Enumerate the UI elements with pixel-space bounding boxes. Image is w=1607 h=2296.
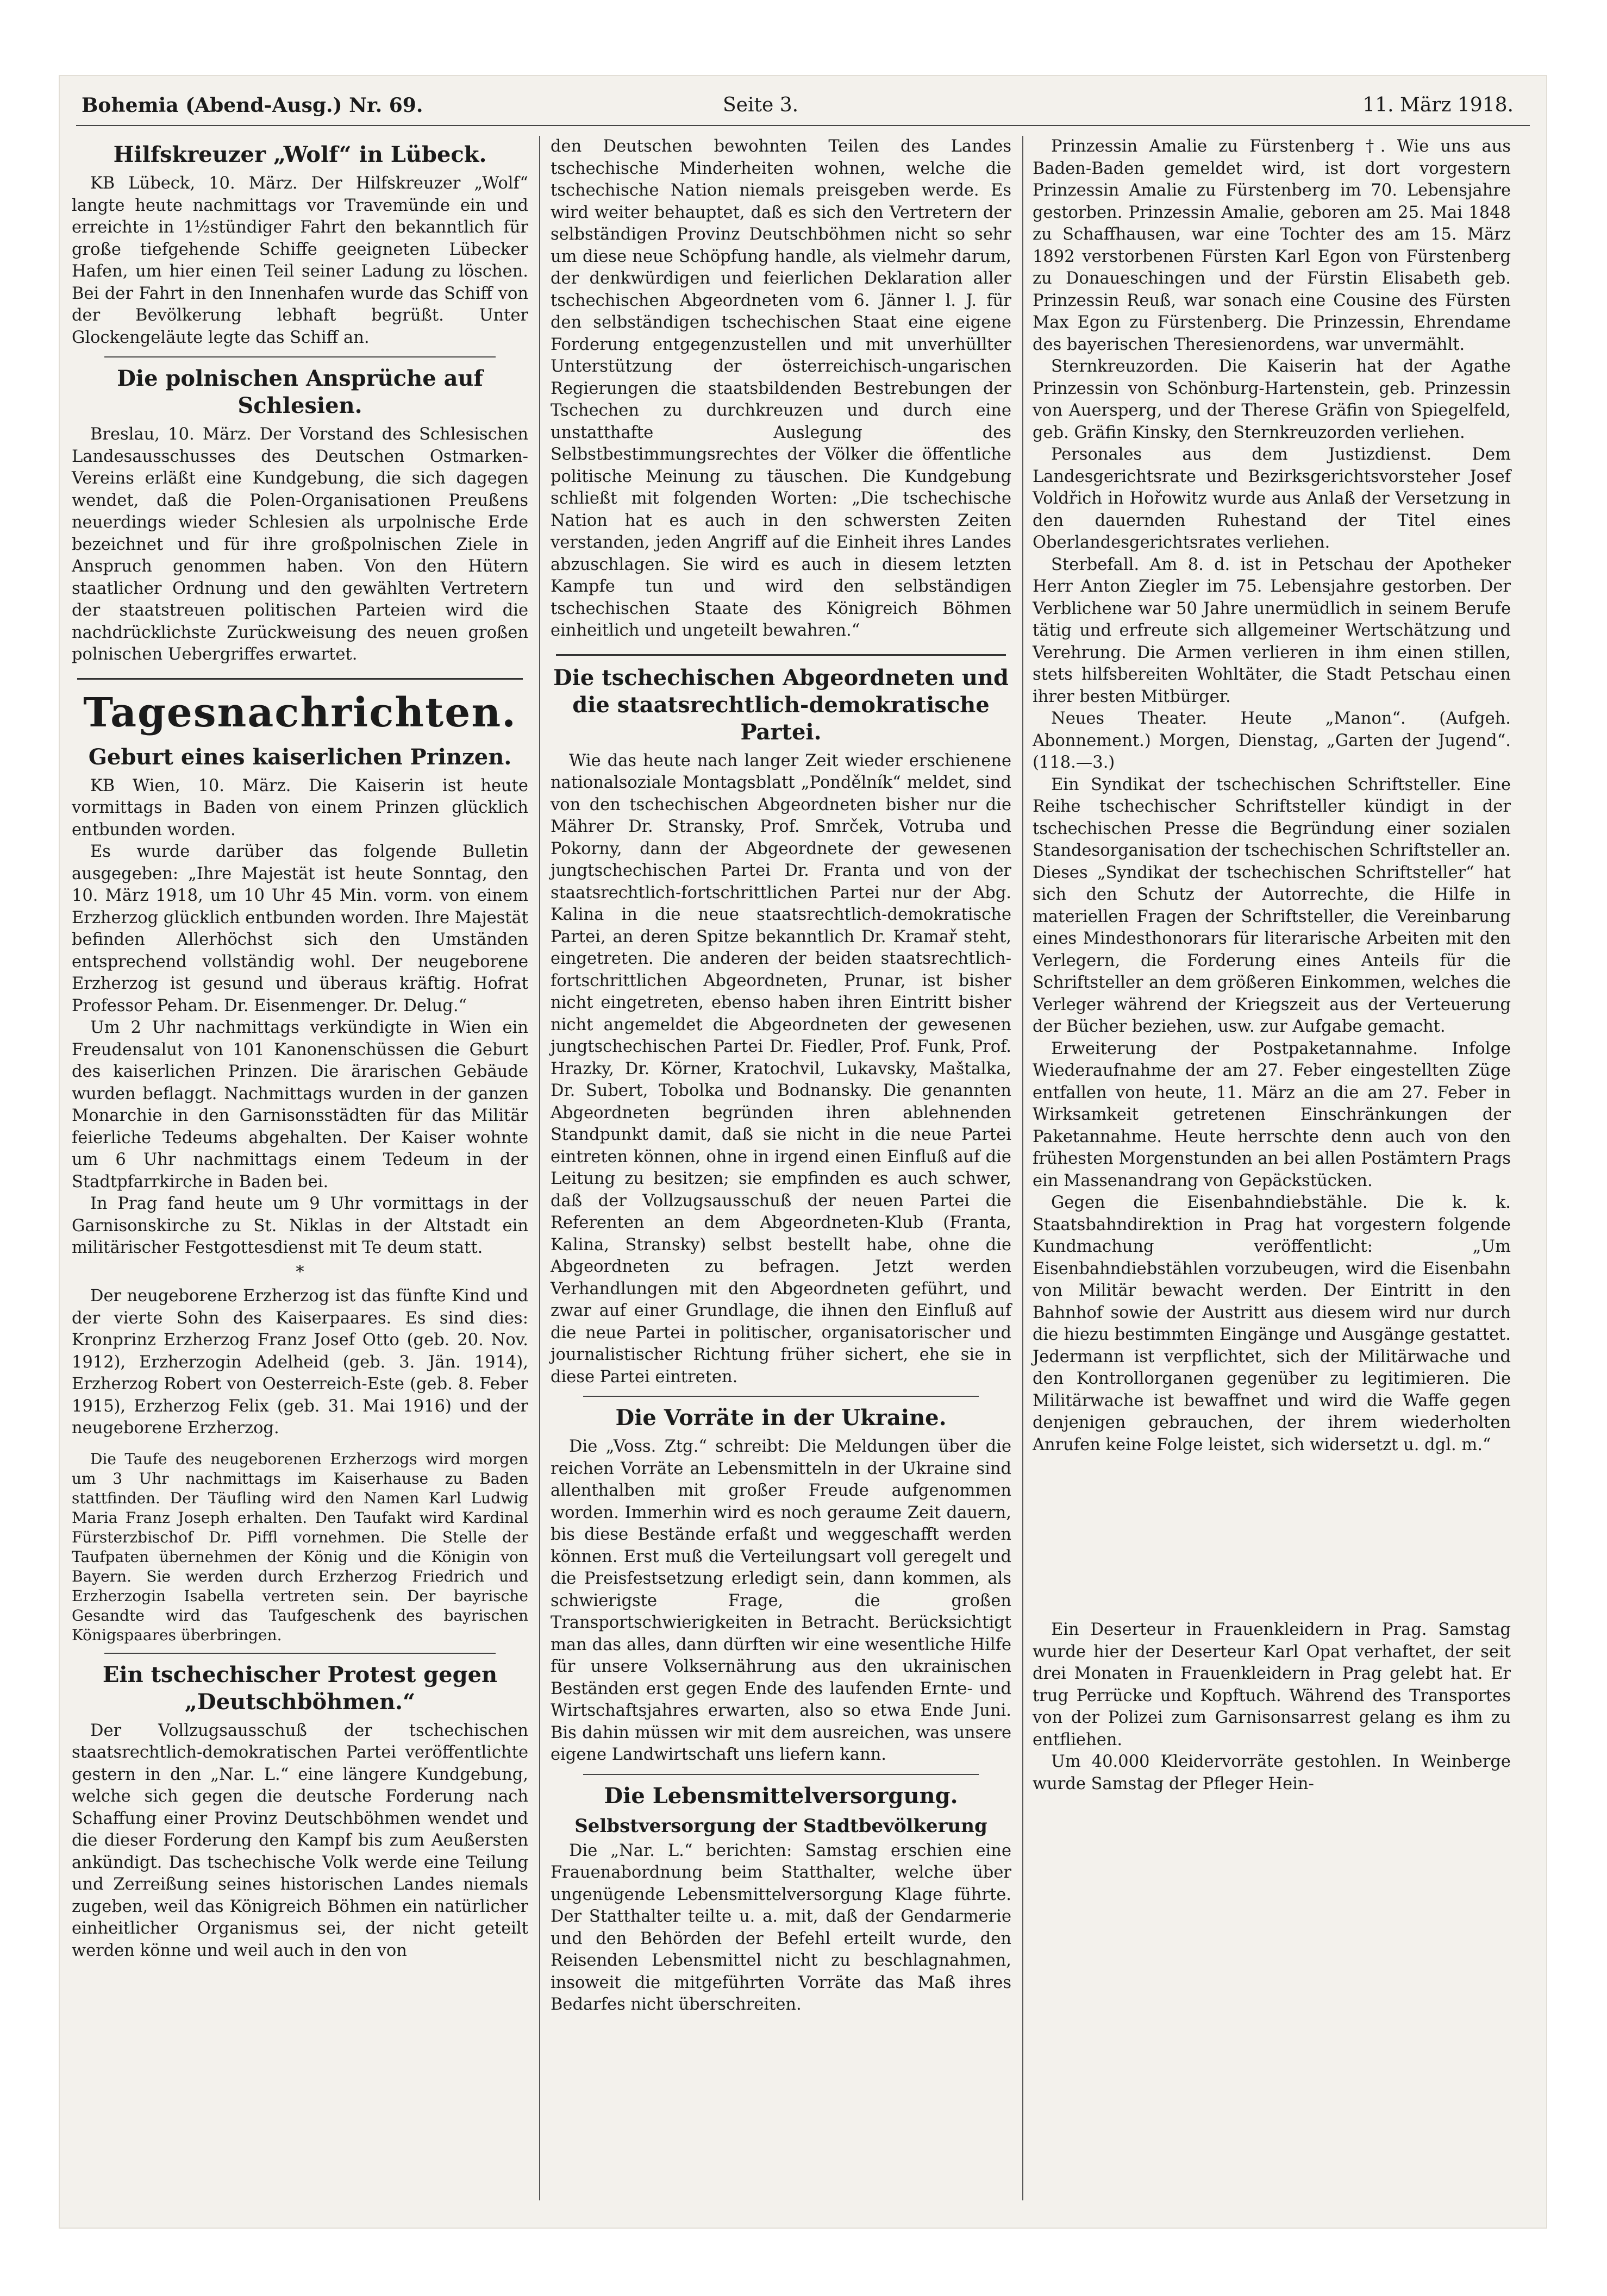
- section-divider: [77, 678, 523, 680]
- masthead: [76, 86, 1530, 126]
- masthead-page-number: Seite 3.: [723, 94, 799, 116]
- divider: [583, 1396, 979, 1397]
- article-geburt-prinzen-prag: In Prag fand heute um 9 Uhr vormittags in der Garnisonskirche zu St. Niklas in der Altstadt ein militärischer Festgottesdienst mit Te deum statt.: [72, 1194, 528, 1257]
- section-title-tagesnachrichten: Tagesnachrichten.: [83, 689, 517, 736]
- section-divider: [556, 654, 1006, 656]
- column-2: [551, 136, 1011, 2200]
- masthead-date: 11. März 1918.: [1362, 94, 1514, 116]
- newspaper-page: [60, 76, 1546, 2228]
- article-sterbefall: Sterbefall. Am 8. d. ist in Petschau der Apotheker Herr Anton Ziegler im 75. Lebensjahre gestorben. Der Verblichene war 50 Jahre unermüdlich in seinem Berufe tätig und erfreute sich allgemeiner Wertschätzung und Verehrung. Die Armen verlieren in ihm einen stillen, stets hilfsbereiten Wohltäter, die Stadt Petschau einen ihrer besten Mitbürger.: [1033, 555, 1511, 706]
- article-geburt-prinzen-bulletin: Es wurde darüber das folgende Bulletin ausgegeben: „Ihre Majestät ist heute Sonntag, den 10. März 1918, um 10 Uhr 45 Min. vorm. von einem Erzherzog glücklich entbunden worden. Ihre Majestät befinden Allerhöchst sich den Umständen entsprechend vollständig wohl. Der neugeborene Erzherzog ist gesund und überaus kräftig. Hofrat Professor Peham. Dr. Eisenmenger. Dr. Delug.“: [72, 842, 528, 1015]
- divider: [583, 1774, 979, 1775]
- article-tschechischer-protest-cont: den Deutschen bewohnten Teilen des Landes tschechische Minderheiten wohnen, welche die tschechische Nation niemals preisgeben werde. Es wird weiter behauptet, daß es sich den Vertretern der selbständigen Provinz Deutschböhmen nicht so sehr um diese neue Schöpfung handle, als vielmehr darum, der denkwürdigen und feierlichen Deklaration aller tschechischen Abgeordneten vom 6. Jänner l. J. für den selbständigen tschechischen Staat eine eigene Forderung entgegenzustellen und mit unverhüllter Unterstützung der österreichisch-ungarischen Regierungen die staatsbildenden Bestrebungen der Tschechen zu durchkreuzen und durch eine unstatthafte Auslegung des Selbstbestimmungsrechtes der Völker die öffentliche politische Meinung zu täuschen. Die Kundgebung schließt mit folgenden Worten: „Die tschechische Nation hat es auch in den schwersten Zeiten verstanden, jeden Angriff auf die Einheit ihres Landes abzuschlagen. Sie wird es auch in diesem letzten Kampfe tun und wird den selbständigen tschechischen Staate des Königreich Böhmen einheitlich und ungeteilt bewahren.“: [551, 137, 1011, 640]
- article-lebensmittelversorgung: Die „Nar. L.“ berichten: Samstag erschien eine Frauenabordnung beim Statthalter, welche über ungenügende Lebensmittelversorgung Klage führte. Der Statthalter teilte u. a. mit, daß der Gendarmerie und den Behörden der Befehl erteilt wurde, den Reisenden Lebensmittel nicht zu beschlagnahmen, insoweit die mitgeführten Vorräte das Maß ihres Bedarfes nicht überschreiten.: [551, 1841, 1011, 2014]
- article-deserteur-frauenkleider: Ein Deserteur in Frauenkleidern in Prag. Samstag wurde hier der Deserteur Karl Opat verhaftet, der seit drei Monaten in Frauenkleidern in Prag gelebt hat. Er trug Perrücke und Kopftuch. Während des Transportes von der Polizei zum Garnisonsarrest gelang es ihm zu entfliehen.: [1033, 1620, 1511, 1749]
- subheadline-selbstversorgung: Selbstversorgung der Stadtbevölkerung: [574, 1815, 987, 1837]
- article-tschechischer-protest: Der Vollzugsausschuß der tschechischen staatsrechtlich-demokratischen Partei veröffentlichte gestern in den „Nar. L.“ eine längere Kundgebung, welche sich gegen die deutsche Forderung nach Schaffung einer Provinz Deutschböhmen wendet und die dieser Forderung den Kampf bis zum Aeußersten ankündigt. Das tschechische Volk werde eine Teilung und Zerreißung seines historischen Landes niemals zugeben, weil das Königreich Böhmen ein natürlicher einheitlicher Organismus sei, der nicht geteilt werden könne und weil auch in den von: [72, 1721, 528, 1960]
- column-divider-2: [1022, 136, 1023, 2200]
- divider: [104, 1653, 496, 1654]
- headline-lebensmittelversorgung: Die Lebensmittelversorgung.: [604, 1783, 958, 1809]
- masthead-issue: Bohemia (Abend-Ausg.) Nr. 69.: [82, 94, 423, 117]
- article-geburt-prinzen-kinder: Der neugeborene Erzherzog ist das fünfte Kind und der vierte Sohn des Kaiserpaares. Es sind dies: Kronprinz Erzherzog Franz Josef Otto (geb. 20. Nov. 1912), Erzherzogin Adelheid (geb. 3. Jän. 1914), Erzherzog Robert von Oesterreich-Este (geb. 8. Feber 1915), Erzherzog Felix (geb. 31. Mai 1916) und der neugeborene Erzherzog.: [72, 1287, 528, 1438]
- article-vorraete-ukraine: Die „Voss. Ztg.“ schreibt: Die Meldungen über die reichen Vorräte an Lebensmitteln in der Ukraine sind allenthalben mit großer Freude aufgenommen worden. Immerhin wird es noch geraume Zeit dauern, bis diese Bestände erfaßt und weggeschafft werden können. Erst muß die Verteilungsart voll geregelt und die Preisfestsetzung erledigt sein, dann kommen, als schwierigste Frage, die großen Transportschwierigkeiten in Betracht. Berücksichtigt man das alles, dann dürften wir eine wesentliche Hilfe für unsere Volksernährung aus den ukrainischen Beständen erst gegen Ende des laufenden Ernte- und Wirtschaftsjahres erwarten, also so etwa Ende Juni. Bis dahin müssen wir mit dem ausreichen, was unsere eigene Landwirtschaft uns liefern kann.: [551, 1437, 1011, 1764]
- article-hilfskreuzer-wolf: KB Lübeck, 10. März. Der Hilfskreuzer „Wolf“ langte heute nachmittags vor Travemünde ein und erreichte in 1½stündiger Fahrt den bekanntlich für große tiefgehende Schiffe geeigneten Lübecker Hafen, um hier einen Teil seiner Ladung zu löschen. Bei der Fahrt in den Innenhafen wurde das Schiff von der Bevölkerung lebhaft begrüßt. Unter Glockengeläute legte das Schiff an.: [72, 174, 528, 347]
- article-polnische-ansprueche: Breslau, 10. März. Der Vorstand des Schlesischen Landesausschusses des Deutschen Ostmarken-Vereins erläßt eine Kundgebung, die sich dagegen wendet, daß die Polen-Organisationen Preußens neuerdings wieder Schlesien als urpolnische Erde bezeichnet und für ihre großpolnischen Ziele in Anspruch genommen haben. Von den Hütern staatlicher Ordnung und den gewählten Vertretern der staatstreuen politischen Parteien wird die nachdrücklichste Zurückweisung des neuen großen polnischen Uebergriffes erwartet.: [72, 425, 528, 664]
- headline-tschechischer-protest: Ein tschechischer Protest gegen „Deutschböhmen.“: [102, 1661, 498, 1715]
- article-taufe: Die Taufe des neugeborenen Erzherzogs wird morgen um 3 Uhr nachmittags im Kaiserhause zu Baden stattfinden. Der Täufling wird den Namen Karl Ludwig Maria Franz Joseph erhalten. Den Taufakt wird Kardinal Fürsterzbischof Dr. Piffl vornehmen. Die Stelle der Taufpaten übernehmen der König und die Königin von Bayern. Sie werden durch Erzherzog Friedrich und Erzherzogin Isabella vertreten sein. Der bayrische Gesandte wird das Taufgeschenk des bayrischen Königspaares überbringen.: [72, 1450, 528, 1644]
- article-tschechische-abgeordnete: Wie das heute nach langer Zeit wieder erschienene nationalsoziale Montagsblatt „Pondělník“ meldet, sind von den tschechischen Abgeordneten bisher nur die Mährer Dr. Stransky, Prof. Smrček, Votruba und Pokorny, dann der Abgeordnete der gewesenen jungtschechischen Partei Dr. Franta und von der staatsrechtlich-fortschrittlichen Partei nur der Abg. Kalina in die neue staatsrechtlich-demokratische Partei, an deren Spitze bekanntlich Dr. Kramař steht, eingetreten. Die anderen der beiden staatsrechtlich-fortschrittlichen Abgeordneten, Prunar, ist bisher nicht eingetreten, ebenso haben ihren Eintritt bisher nicht angemeldet die Abgeordneten der gewesenen jungtschechischen Partei Dr. Fiedler, Prof. Funk, Prof. Hrazky, Dr. Körner, Kratochvil, Lukavsky, Maštalka, Dr. Subert, Tobolka und Bodnansky. Die genannten Abgeordneten begründen ihren ablehnenden Standpunkt damit, daß sie nicht in die neue Partei eintreten können, ohne in irgend einen Einfluß auf die Leitung zu besitzen; sie empfinden es auch schwer, daß der Vollzugsausschuß der neuen Partei die Referenten an dem Abgeordneten-Klub (Franta, Kalina, Stransky) selbst bestellt habe, ohne die Abgeordneten zu befragen. Jetzt werden Verhandlungen mit den Abgeordneten geführt, und zwar auf einer Grundlage, die ihnen den Einfluß auf die neue Partei in politischer, organisatorischer und journalistischer Richtung früher sichert, ehe sie in diese Partei eintreten.: [551, 751, 1011, 1387]
- article-prinzessin-amalie: Prinzessin Amalie zu Fürstenberg †. Wie uns aus Baden-Baden gemeldet wird, ist dort vorgestern Prinzessin Amalie zu Fürstenberg im 70. Lebensjahre gestorben. Prinzessin Amalie, geboren am 25. Mai 1848 zu Schaffhausen, war eine Tochter des am 15. März 1892 verstorbenen Fürsten Karl Egon von Fürstenberg zu Donaueschingen und der Fürstin Elisabeth geb. Prinzessin Reuß, war sonach eine Cousine des Fürsten Max Egon zu Fürstenberg. Die Prinzessin, Ehrendame des bayerischen Theresienordens, war unvermählt.: [1033, 137, 1511, 354]
- article-syndikat-schriftsteller: Ein Syndikat der tschechischen Schriftsteller. Eine Reihe tschechischer Schriftsteller kündigt in der tschechischen Presse die Begründung einer sozialen Standesorganisation der tschechischen Schriftsteller an. Dieses „Syndikat der tschechischen Schriftsteller“ hat sich den Schutz der Autorrechte, die Hilfe in materiellen Fragen der Schriftsteller, die Vereinbarung eines Mindesthonorars für literarische Arbeiten mit den Verlegern, die Forderung eines Anteils für die Schriftsteller an dem größeren Einkommen, welches die Verleger während der Kriegszeit aus der Verteuerung der Bücher beziehen, usw. zur Aufgabe gemacht.: [1033, 775, 1511, 1036]
- divider: [104, 356, 496, 357]
- headline-polnische-ansprueche: Die polnischen Ansprüche auf Schlesien.: [117, 366, 483, 418]
- article-geburt-prinzen-1: KB Wien, 10. März. Die Kaiserin ist heute vormittags in Baden von einem Prinzen glücklich entbunden worden.: [72, 776, 528, 839]
- column-3: [1033, 136, 1511, 2217]
- article-geburt-prinzen-salut: Um 2 Uhr nachmittags verkündigte in Wien ein Freudensalut von 101 Kanonenschüssen die Geburt des kaiserlichen Prinzen. Die ärarischen Gebäude wurden beflaggt. Nachmittags wurden in der ganzen Monarchie in den Garnisonsstädten für das Militär feierliche Tedeums abgehalten. Der Kaiser wohnte um 6 Uhr nachmittags einem Tedeum in der Stadtpfarrkirche in Baden bei.: [72, 1018, 528, 1191]
- column-1: [72, 136, 528, 2217]
- article-postpaketannahme: Erweiterung der Postpaketannahme. Infolge Wiederaufnahme der am 27. Feber eingestellten Züge entfallen von heute, 11. März an die am 27. Feber in Wirksamkeit getretenen Einschränkungen der Paketannahme. Heute herrschte denn auch von den frühesten Morgenstunden an bei allen Postämtern Prags ein Massenandrang von Gepäckstücken.: [1033, 1039, 1511, 1190]
- article-neues-theater: Neues Theater. Heute „Manon“. (Aufgeh. Abonnement.) Morgen, Dienstag, „Garten der Jugend“. (118.—3.): [1033, 709, 1511, 772]
- headline-geburt-prinzen: Geburt eines kaiserlichen Prinzen.: [88, 744, 512, 770]
- article-kleidervorraete: Um 40.000 Kleidervorräte gestohlen. In Weinberge wurde Samstag der Pfleger Hein-: [1033, 1752, 1511, 1793]
- asterisk-separator: *: [296, 1262, 304, 1282]
- headline-vorraete-ukraine: Die Vorräte in der Ukraine.: [615, 1405, 947, 1431]
- article-eisenbahndiebstaehle: Gegen die Eisenbahndiebstähle. Die k. k. Staatsbahndirektion in Prag hat vorgestern folgende Kundmachung veröffentlicht: „Um Eisenbahndiebstählen vorzubeugen, wird die Eisenbahn von Militär bewacht werden. Der Eintritt in den Bahnhof sowie der Austritt aus diesem wird nur durch die hiezu bestimmten Eingänge und Ausgänge gestattet. Jedermann ist verpflichtet, sich der Militärwache und den Kontrollorganen gegenüber zu legitimieren. Die Militärwache ist bewaffnet und wird die Waffe gegen denjenigen gebrauchen, der ihrem wiederholten Anrufen keine Folge leistet, sich widersetzt u. dgl. m.“: [1033, 1193, 1511, 1454]
- headline-tschechische-abgeordnete: Die tschechischen Abgeordneten und die staatsrechtlich-demokratische Partei.: [553, 664, 1009, 745]
- column-divider-1: [539, 136, 540, 2200]
- headline-hilfskreuzer-wolf: Hilfskreuzer „Wolf“ in Lübeck.: [113, 142, 487, 167]
- article-sternkreuzorden: Sternkreuzorden. Die Kaiserin hat der Agathe Prinzessin von Schönburg-Hartenstein, geb. Prinzessin von Auersperg, und der Therese Gräfin von Spiegelfeld, geb. Gräfin Kinsky, den Sternkreuzorden verliehen.: [1033, 357, 1511, 442]
- article-personales-justizdienst: Personales aus dem Justizdienst. Dem Landesgerichtsrate und Bezirksgerichtsvorsteher Josef Voldřich in Hořowitz wurde aus Anlaß der Versetzung in den dauernden Ruhestand der Titel eines Oberlandesgerichtsrates verliehen.: [1033, 445, 1511, 552]
